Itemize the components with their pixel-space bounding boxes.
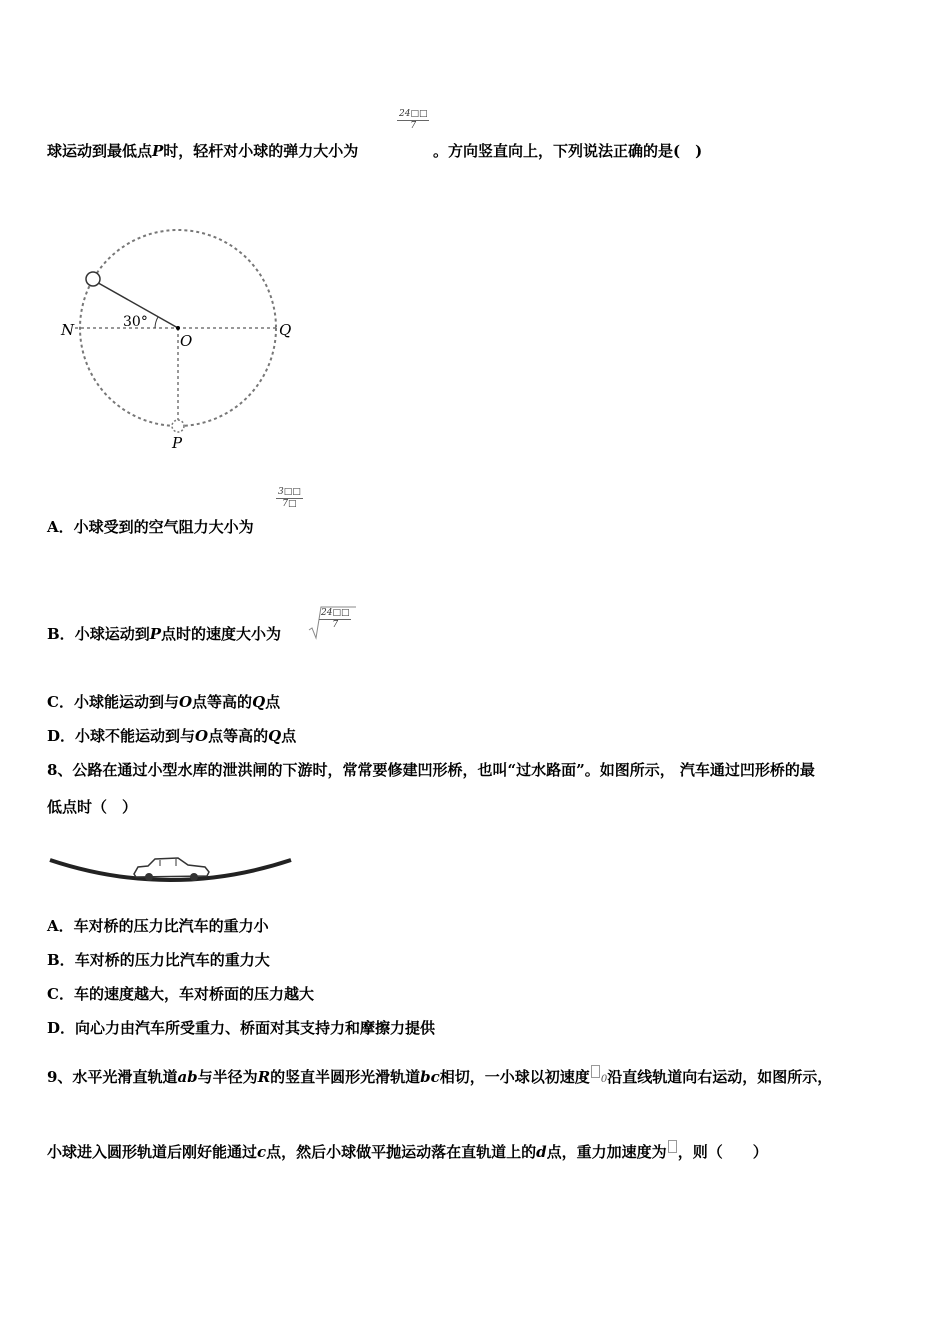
q8-stem-line-2: 低点时（ ） [47, 798, 138, 816]
q8-option-b [47, 950, 270, 970]
q9-text: 沿直线轨道向右运动，如图所示， [607, 1068, 833, 1086]
q8-concave-bridge-figure [48, 848, 296, 888]
q7-stem-end [433, 141, 702, 161]
fraction-denominator: 7 [410, 121, 417, 131]
label-angle: 30° [123, 314, 148, 330]
q8-option-d [47, 1018, 435, 1038]
q8-option-a [47, 916, 269, 936]
option-text: 车的速度越大，车对桥面的压力越大 [73, 985, 314, 1003]
q7-stem [47, 141, 358, 161]
q7-stem-fraction [397, 109, 429, 132]
q9-text: 的竖直半圆形光滑轨道 [270, 1068, 421, 1086]
option-label: D． [47, 1019, 76, 1037]
label-Q: Q [279, 321, 292, 339]
q7-option-b-fraction [319, 608, 351, 631]
option-label: B． [47, 625, 75, 643]
missing-glyph-g [668, 1140, 677, 1153]
option-text-2: 点时的速度大小为 [160, 625, 281, 643]
label-O: O [180, 332, 193, 350]
q7-circle-figure [55, 225, 305, 460]
option-P: P [149, 625, 161, 643]
option-O: O [178, 693, 193, 711]
q7-stem-P: P [152, 142, 164, 160]
option-label: B． [47, 951, 75, 969]
q9-R: R [257, 1068, 271, 1086]
option-Q: Q [268, 727, 282, 745]
option-text-3: 点 [265, 693, 281, 711]
q9-text: ，则（ ） [677, 1143, 768, 1161]
fraction-numerator: 24□□ [321, 608, 350, 618]
q9-ab: ab [177, 1068, 198, 1086]
q9-text: 点，重力加速度为 [546, 1143, 667, 1161]
q7-stem-text-2: 时，轻杆对小球的弹力大小为 [163, 142, 359, 160]
q9-text: 相切，一小球以初速度 [439, 1068, 590, 1086]
q7-stem-text-1: 球运动到最低点 [47, 142, 153, 160]
option-label: C． [47, 985, 74, 1003]
option-label: C． [47, 693, 74, 711]
q9-v0-subscript: 0 [600, 1074, 608, 1085]
q9-stem-line-1 [47, 1065, 832, 1090]
option-O: O [195, 727, 209, 745]
option-Q: Q [252, 693, 266, 711]
q7-option-b [47, 624, 281, 644]
missing-glyph-v [591, 1065, 600, 1078]
option-text-1: 小球能运动到与 [73, 693, 179, 711]
option-text: 车对桥的压力比汽车的重力大 [74, 951, 270, 969]
q8-stem-line-1: 8、公路在通过小型水库的泄洪闸的下游时，常常要修建凹形桥，也叫“过水路面”。如图所示， 汽车通过凹形桥的最 [47, 761, 815, 779]
option-text-2: 点等高的 [192, 693, 253, 711]
ball-at-P [172, 420, 184, 432]
pivot-O [176, 326, 180, 330]
q8-option-c [47, 984, 314, 1004]
q9-c: c [257, 1143, 267, 1161]
option-text-2: 点等高的 [208, 727, 269, 745]
option-label: A． [47, 917, 74, 935]
angle-arc [155, 317, 158, 328]
ball [86, 272, 100, 286]
fraction-denominator: 7 [332, 620, 339, 630]
fraction-denominator: 7□ [282, 499, 297, 509]
q7-option-c [47, 692, 280, 712]
car-icon [134, 858, 209, 881]
label-P: P [172, 434, 183, 452]
q9-text: 9、水平光滑直轨道 [47, 1068, 178, 1086]
option-label: D． [47, 727, 76, 745]
q9-text: 小球进入圆形轨道后刚好能通过 [47, 1143, 258, 1161]
q9-text: 点，然后小球做平抛运动落在直轨道上的 [266, 1143, 537, 1161]
option-text-1: 小球不能运动到与 [75, 727, 196, 745]
option-text: 车对桥的压力比汽车的重力小 [73, 917, 269, 935]
q7-option-a [47, 517, 254, 537]
q7-option-d [47, 726, 296, 746]
option-text: 向心力由汽车所受重力、桥面对其支持力和摩擦力提供 [75, 1019, 436, 1037]
fraction-numerator: 3□□ [278, 487, 301, 497]
option-label: A． [47, 518, 74, 536]
option-text-3: 点 [281, 727, 297, 745]
label-N: N [61, 321, 75, 339]
q9-text: 与半径为 [197, 1068, 258, 1086]
q9-stem-line-2 [47, 1140, 768, 1162]
option-text-1: 小球运动到 [74, 625, 150, 643]
q7-stem-text-3: 。方向竖直向上，下列说法正确的是( ) [433, 142, 703, 160]
q7-option-a-fraction [276, 487, 303, 510]
fraction-numerator: 24□□ [399, 109, 428, 119]
q9-d: d [536, 1143, 547, 1161]
option-text: 小球受到的空气阻力大小为 [73, 518, 254, 536]
q9-bc: bc [420, 1068, 440, 1086]
